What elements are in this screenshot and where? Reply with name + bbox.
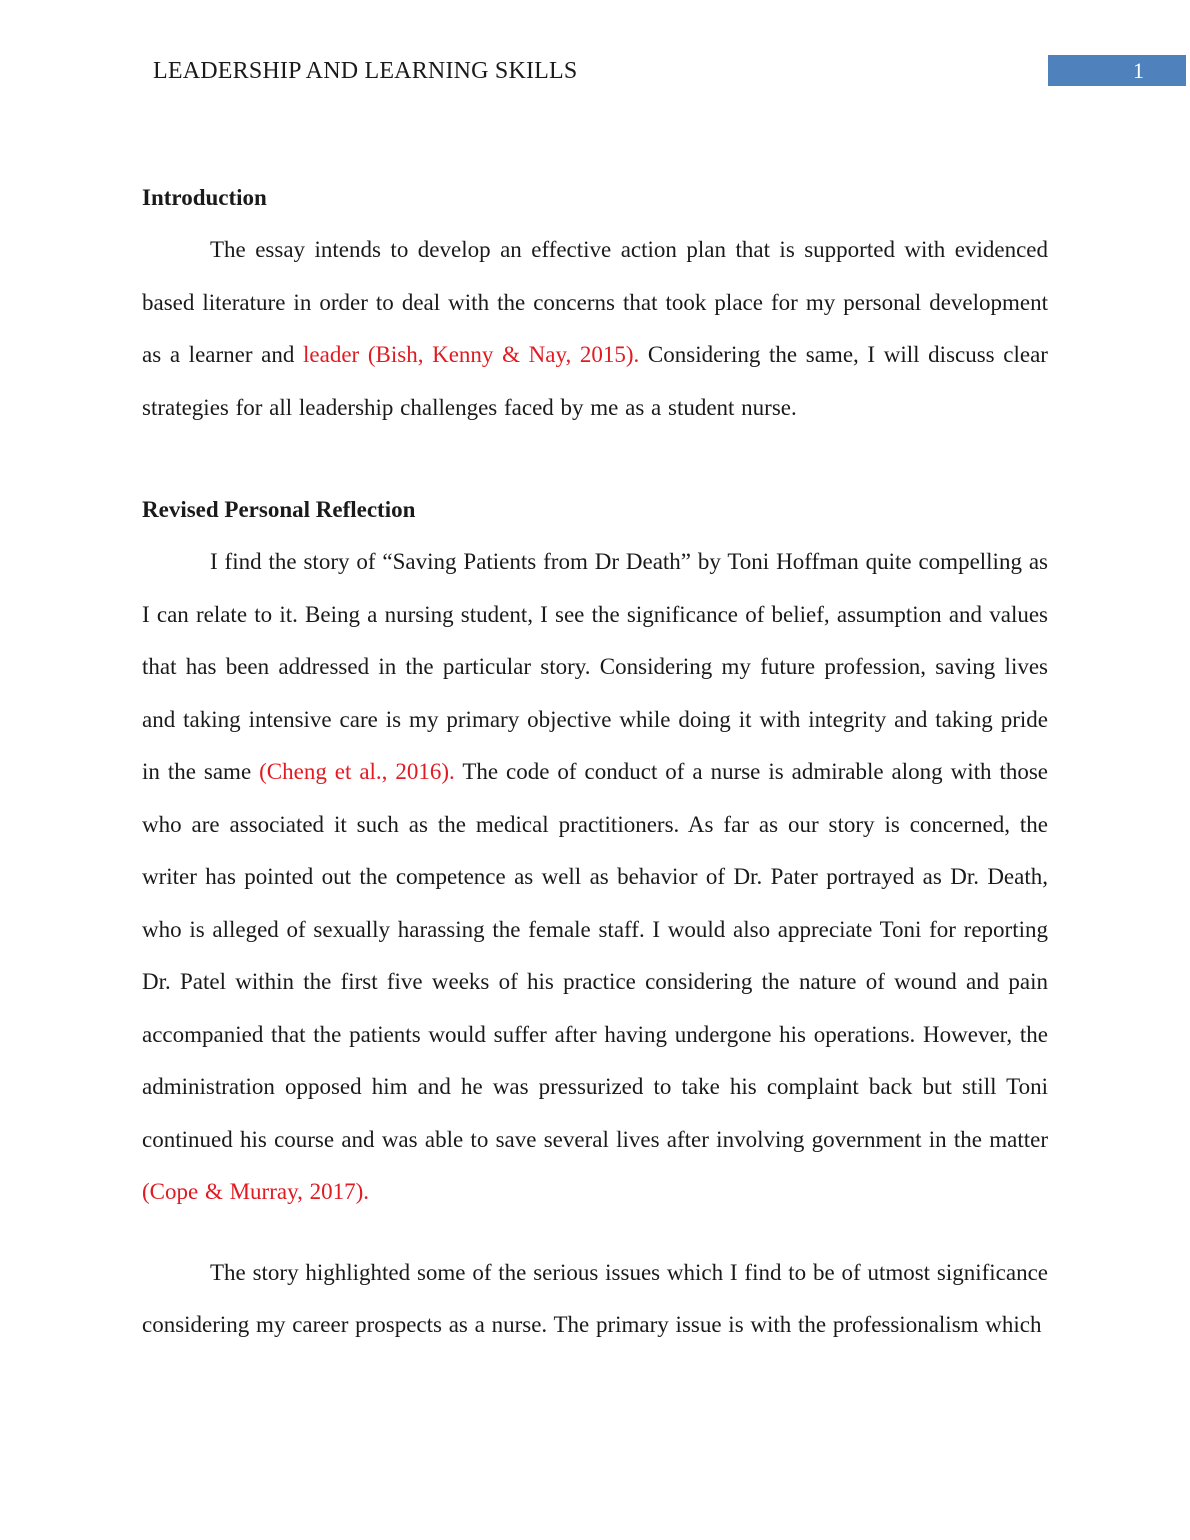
citation-text: (Cheng et al., 2016). <box>259 759 455 784</box>
body-text-run: The essay intends to develop an effective action plan that is supported with evidenced based literature in order to deal with the concerns that took place for my personal development as a learner and <box>142 237 1048 367</box>
document-body <box>142 172 1048 1352</box>
body-text-run: The story highlighted some of the serious issues which I find to be of utmost significance considering my career prospects as a nurse. The primary issue is with the professionalism which <box>142 1259 1048 1337</box>
paragraph <box>142 1247 1048 1352</box>
section-revised-personal-reflection <box>142 484 1048 1352</box>
page-number: 1 <box>1133 57 1144 83</box>
paragraph <box>142 224 1048 434</box>
citation-text: (Cope & Murray, 2017). <box>142 1179 369 1204</box>
page-header <box>0 55 1190 87</box>
running-head: LEADERSHIP AND LEARNING SKILLS <box>153 58 578 84</box>
page-number-box <box>1048 55 1186 86</box>
section-heading: Introduction <box>142 185 267 210</box>
body-text-run: I find the story of “Saving Patients from Dr Death” by Toni Hoffman quite compelling as I can relate to it. Being a nursing student, I see the significance of belief, assumption and values that has been addressed in the particular story. Considering my future profession, saving lives and taking intensive care is my primary objective while doing it with integrity and taking pride in the same <box>142 549 1048 784</box>
section-heading: Revised Personal Reflection <box>142 497 416 522</box>
section-introduction <box>142 172 1048 434</box>
citation-text: leader (Bish, Kenny & Nay, 2015). <box>303 342 640 367</box>
body-text-run: Considering the same, I will discuss clear strategies for all leadership challenges faced by me as a student nurse. <box>142 342 1048 420</box>
body-text-run: The code of conduct of a nurse is admirable along with those who are associated it such as the medical practitioners. As far as our story is concerned, the writer has pointed out the competence as well as behavior of Dr. Pater portrayed as Dr. Death, who is alleged of sexually harassing the female staff. I would also appreciate Toni for reporting Dr. Patel within the first five weeks of his practice considering the nature of wound and pain accompanied that the patients would suffer after having undergone his operations. However, the administration opposed him and he was pressurized to take his complaint back but still Toni continued his course and was able to save several lives after involving government in the matter <box>142 759 1048 1152</box>
paragraph <box>142 536 1048 1219</box>
